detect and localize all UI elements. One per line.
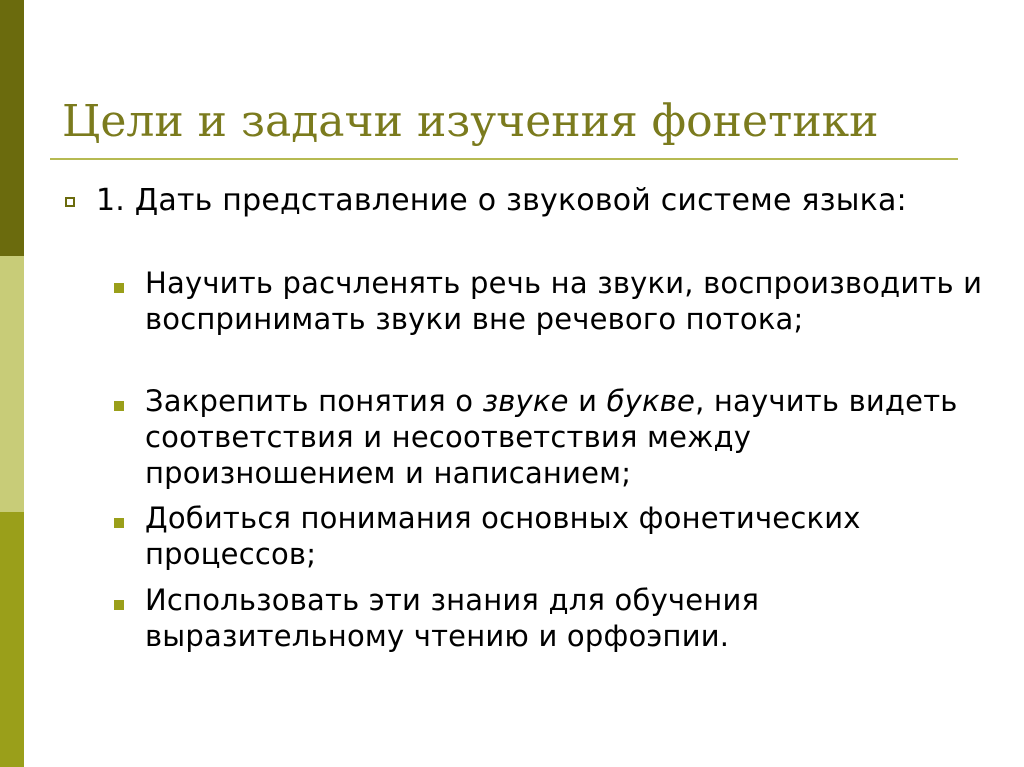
square-bullet-icon — [114, 283, 124, 293]
sub-point-text-part: , научить видеть соответствия и несоответствия между произношением и написанием; — [145, 384, 958, 490]
square-bullet-icon — [114, 600, 124, 610]
accent-band-middle — [0, 256, 24, 512]
sub-point-text-part: и — [568, 384, 607, 418]
sub-point-text: Использовать эти знания для обучения выразительному чтению и орфоэпии. — [145, 583, 760, 653]
sub-point-text — [145, 383, 985, 491]
square-bullet-icon — [114, 518, 124, 528]
main-point-text: 1. Дать представление о звуковой системе языка: — [96, 183, 907, 218]
sub-point-text: Научить расчленять речь на звуки, воспроизводить и воспринимать звуки вне речевого потока; — [145, 266, 983, 336]
square-bullet-icon — [65, 197, 75, 207]
title-underline — [50, 158, 958, 160]
square-bullet-icon — [114, 401, 124, 411]
emphasis-sound: звуке — [482, 384, 569, 418]
slide-title: Цели и задачи изучения фонетики — [62, 96, 879, 147]
sub-point-text: Добиться понимания основных фонетических процессов; — [145, 501, 861, 571]
accent-band-bottom — [0, 512, 24, 767]
accent-band-top — [0, 0, 24, 256]
emphasis-letter: букве — [606, 384, 696, 418]
sub-point-text-part: Закрепить понятия о — [145, 384, 483, 418]
